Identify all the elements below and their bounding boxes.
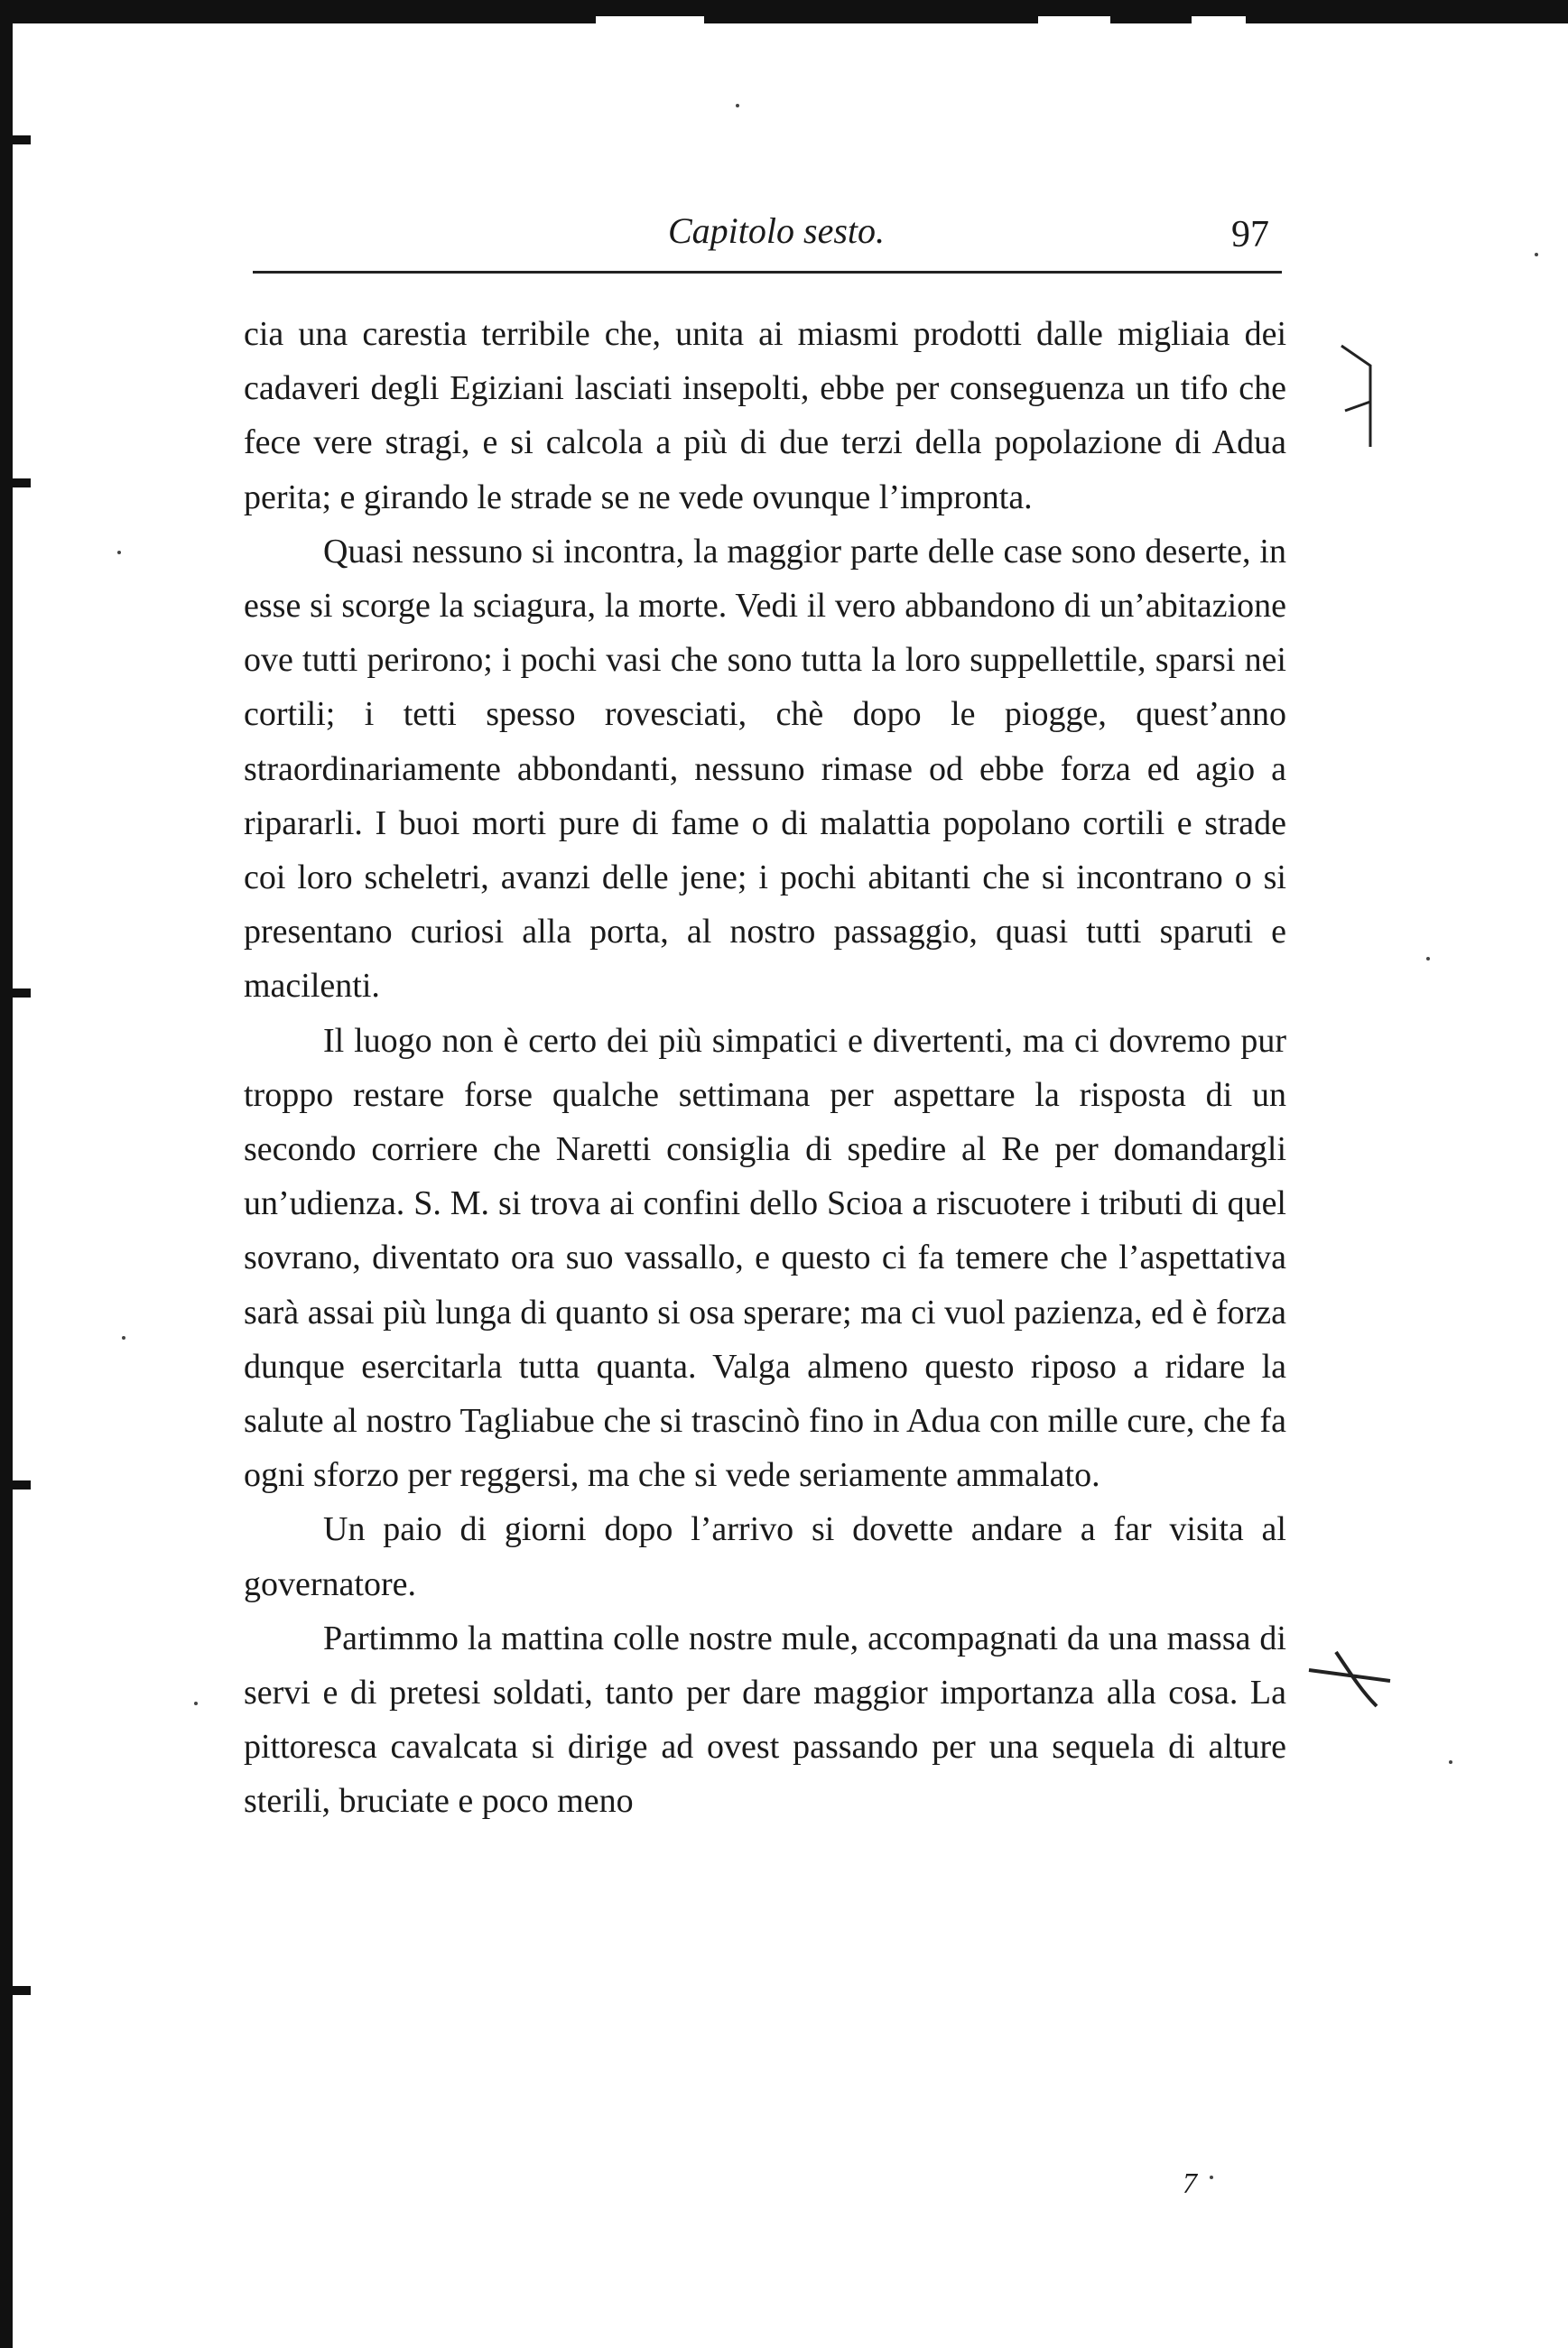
scan-speck bbox=[117, 551, 121, 554]
page-header bbox=[253, 200, 1282, 273]
paragraph: Il luogo non è certo dei più simpatici e divertenti, ma ci dovremo pur troppo restare forse qualche settimana per aspettare la risposta di un secondo corriere che Naretti consiglia di spedire al Re per domandargli un’udienza. S. M. si trova ai confini dello Scioa a riscuotere i tributi di quel sovrano, diventato ora suo vassallo, e questo ci fa temere che l’aspettativa sarà assai più lunga di quanto si osa sperare; ma ci vuol pazienza, ed è forza dunque esercitarla tutta quanta. Valga almeno questo riposo a ridare la salute al nostro Tagliabue che si trascinò fino in Adua con mille cure, che fa ogni sforzo per reggersi, ma che si vede seriamente ammalato. bbox=[244, 1021, 1286, 1495]
scan-left-tick bbox=[0, 1986, 31, 1995]
scan-speck bbox=[1449, 1760, 1452, 1764]
margin-cross-mark bbox=[1300, 1643, 1408, 1715]
scan-speck bbox=[1535, 253, 1538, 256]
scan-left-tick bbox=[0, 478, 31, 487]
scan-border-notch bbox=[596, 16, 704, 25]
scan-left-tick bbox=[0, 1480, 31, 1490]
paragraph: Un paio di giorni dopo l’arrivo si dovette andare a far visita al governatore. bbox=[244, 1510, 1286, 1603]
paragraph-continued: cia una carestia terribile che, unita ai miasmi prodotti dalle migliaia dei cadaveri degli Egiziani lasciati insepolti, ebbe per conseguenza un tifo che fece vere stragi, e si calcola a più di due terzi della popolazione di Adua perita; e girando le strade se ne vede ovunque l’impronta. bbox=[244, 315, 1286, 516]
scan-speck bbox=[1210, 2176, 1213, 2179]
running-head: Capitolo sesto. bbox=[668, 210, 886, 251]
scan-speck bbox=[736, 104, 739, 107]
scan-left-tick bbox=[0, 988, 31, 998]
page-body bbox=[244, 307, 1286, 1829]
margin-bracket-mark bbox=[1334, 339, 1388, 456]
scan-border-notch bbox=[1038, 16, 1110, 25]
scan-left-tick bbox=[0, 135, 31, 144]
signature-mark: 7 bbox=[1183, 2167, 1197, 2199]
page-number: 97 bbox=[1231, 214, 1269, 255]
scan-speck bbox=[194, 1702, 198, 1705]
scan-left-binding-edge bbox=[0, 0, 13, 2348]
paragraph: Quasi nessuno si incontra, la maggior parte delle case sono deserte, in esse si scorge la sciagura, la morte. Vedi il vero abbandono di un’abitazione ove tutti perirono; i pochi vasi che sono tutta la loro suppellettile, sparsi nei cortili; i tetti spesso rovesciati, chè dopo le piogge, quest’anno straordinariamente abbondanti, nessuno rimase od ebbe forza ed agio a ripararli. I buoi morti pure di fame o di malattia popolano cortili e strade coi loro scheletri, avanzi delle jene; i pochi abitanti che si incontrano o si presentano curiosi alla porta, al nostro passaggio, quasi tutti sparuti e macilenti. bbox=[244, 532, 1286, 1006]
paragraph: Partimmo la mattina colle nostre mule, accompagnati da una massa di servi e di pretesi soldati, tanto per dare maggior importanza alla cosa. La pittoresca cavalcata si dirige ad ovest passando per una sequela di alture sterili, bruciate e poco meno bbox=[244, 1619, 1286, 1821]
scan-border-notch bbox=[1192, 16, 1246, 25]
scan-top-border bbox=[0, 0, 1568, 23]
scan-speck bbox=[122, 1336, 125, 1340]
header-rule bbox=[253, 271, 1282, 274]
scan-speck bbox=[1426, 957, 1430, 961]
